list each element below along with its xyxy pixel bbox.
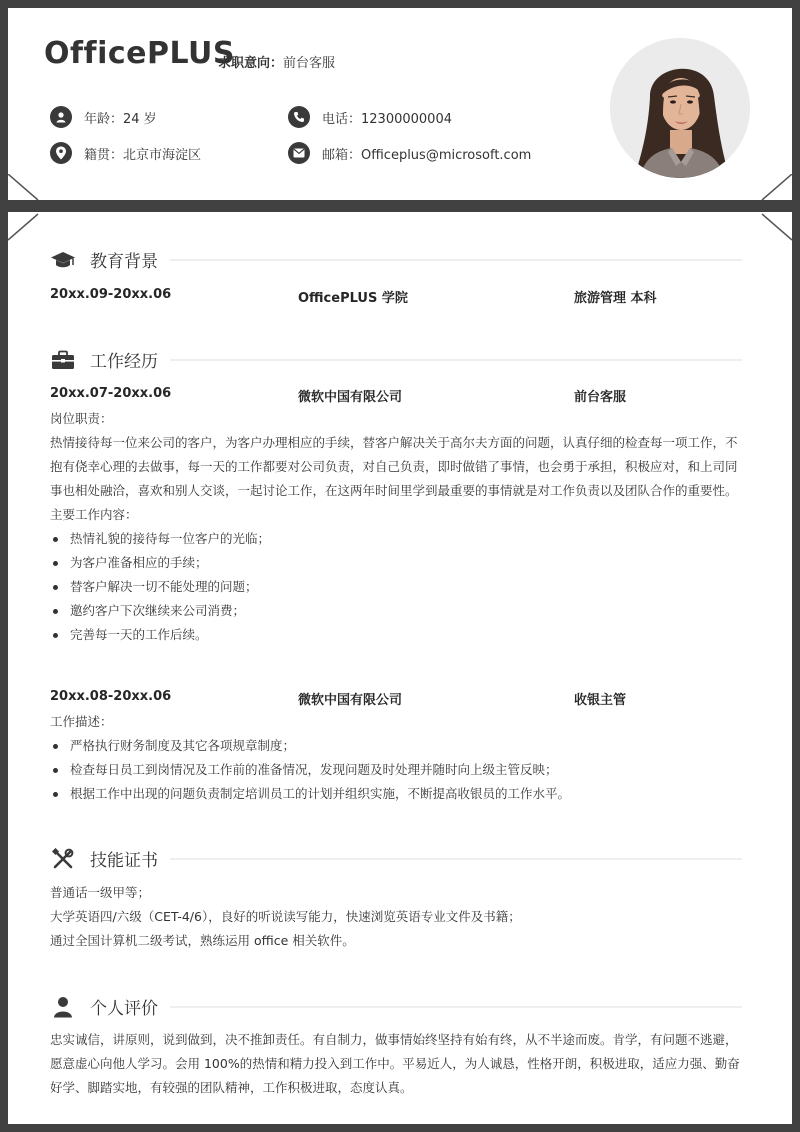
section-evaluation-title: 个人评价 bbox=[90, 999, 158, 1019]
user-icon bbox=[50, 996, 76, 1018]
job-1-content-label: 主要工作内容： bbox=[50, 507, 138, 522]
skill-line: 大学英语四/六级（CET-4/6），良好的听说读写能力，快速浏览英语专业文件及书籍； bbox=[50, 909, 521, 924]
skills-list bbox=[50, 881, 746, 953]
origin-text: 籍贯：北京市海淀区 bbox=[84, 147, 202, 163]
list-item: 热情礼貌的接待每一位客户的光临； bbox=[50, 527, 746, 551]
job-1-details bbox=[50, 407, 746, 647]
list-item: 根据工作中出现的问题负责制定培训员工的计划并组织实施，不断提高收银员的工作水平。 bbox=[50, 782, 746, 806]
job-1-role: 前台客服 bbox=[574, 390, 627, 405]
location-pin-icon bbox=[50, 142, 72, 164]
job-1-period: 20xx.07-20xx.06 bbox=[50, 386, 172, 401]
person-icon bbox=[50, 106, 72, 128]
header-corner-left bbox=[8, 174, 42, 204]
phone-text: 电话：12300000004 bbox=[322, 111, 452, 127]
header-corner-right bbox=[758, 174, 792, 204]
job-2-items bbox=[50, 734, 746, 806]
job-2-period: 20xx.08-20xx.06 bbox=[50, 689, 172, 704]
list-item: 完善每一天的工作后续。 bbox=[50, 623, 746, 647]
info-origin bbox=[50, 142, 201, 164]
section-education-header bbox=[50, 247, 742, 272]
profile-photo bbox=[610, 38, 750, 178]
phone-icon bbox=[288, 106, 310, 128]
list-item: 替客户解决一切不能处理的问题； bbox=[50, 575, 746, 599]
section-skills-header bbox=[50, 846, 742, 871]
list-item: 邀约客户下次继续来公司消费； bbox=[50, 599, 746, 623]
info-email bbox=[288, 142, 531, 164]
info-age bbox=[50, 106, 157, 128]
section-divider bbox=[170, 259, 742, 261]
section-education-title: 教育背景 bbox=[90, 252, 158, 272]
education-period: 20xx.09-20xx.06 bbox=[50, 287, 172, 302]
job-2-details bbox=[50, 710, 746, 806]
job-2-desc-label: 工作描述： bbox=[50, 714, 113, 729]
list-item: 检查每日员工到岗情况及工作前的准备情况，发现问题及时处理并随时向上级主管反映； bbox=[50, 758, 746, 782]
section-work-title: 工作经历 bbox=[90, 352, 158, 372]
list-item: 为客户准备相应的手续； bbox=[50, 551, 746, 575]
job-1-duty-text: 热情接待每一位来公司的客户，为客户办理相应的手续，替客户解决关于高尔夫方面的问题，认真仔细的检查每一项工作，不抱有侥幸心理的去做事，每一天的工作都要对公司负责，对自己负责，即时做错了事情，也会勇于承担，积极应对，和上司同事也相处融洽，喜欢和别人交谈，一起讨论工作，在这两年时间里学到最重要的事情就是对工作负责以及团队合作的重要性。 bbox=[50, 435, 738, 498]
body-corner-right bbox=[758, 212, 792, 242]
job-intent-value: 前台客服 bbox=[283, 56, 336, 71]
job-1-duty-label: 岗位职责： bbox=[50, 411, 113, 426]
list-item: 严格执行财务制度及其它各项规章制度； bbox=[50, 734, 746, 758]
skill-line: 通过全国计算机二级考试，熟练运用 office 相关软件。 bbox=[50, 933, 355, 948]
education-school: OfficePLUS 学院 bbox=[298, 291, 408, 306]
section-divider bbox=[170, 858, 742, 860]
section-divider bbox=[170, 359, 742, 361]
body-corner-left bbox=[8, 212, 42, 242]
info-phone bbox=[288, 106, 452, 128]
section-skills-title: 技能证书 bbox=[90, 851, 158, 871]
mail-icon bbox=[288, 142, 310, 164]
education-major: 旅游管理 本科 bbox=[574, 291, 657, 306]
graduation-cap-icon bbox=[50, 249, 76, 271]
section-divider bbox=[170, 1006, 742, 1008]
tools-icon bbox=[50, 848, 76, 870]
email-text: 邮箱：Officeplus@microsoft.com bbox=[322, 147, 532, 163]
job-intent-label: 求职意向： bbox=[218, 56, 284, 71]
skill-line: 普通话一级甲等； bbox=[50, 885, 151, 900]
job-2-role: 收银主管 bbox=[574, 693, 627, 708]
evaluation-text: 忠实诚信，讲原则，说到做到，决不推卸责任。有自制力，做事情始终坚持有始有终，从不半途而废。肯学，有问题不逃避，愿意虚心向他人学习。会用 100%的热情和精力投入到工作中。平易近人，为人诚恳，性格开朗，积极进取，适应力强、勤奋好学、脚踏实地，有较强的团队精神，工作积极进取，态度认真。 bbox=[50, 1032, 740, 1095]
age-text: 年龄：24 岁 bbox=[84, 111, 157, 127]
job-1-items bbox=[50, 527, 746, 647]
job-2-company: 微软中国有限公司 bbox=[298, 693, 403, 708]
section-work-header bbox=[50, 347, 742, 372]
section-evaluation-header bbox=[50, 994, 742, 1019]
briefcase-icon bbox=[50, 349, 76, 371]
candidate-name: OfficePLUS bbox=[44, 36, 236, 71]
job-intent bbox=[218, 52, 335, 71]
job-1-company: 微软中国有限公司 bbox=[298, 390, 403, 405]
